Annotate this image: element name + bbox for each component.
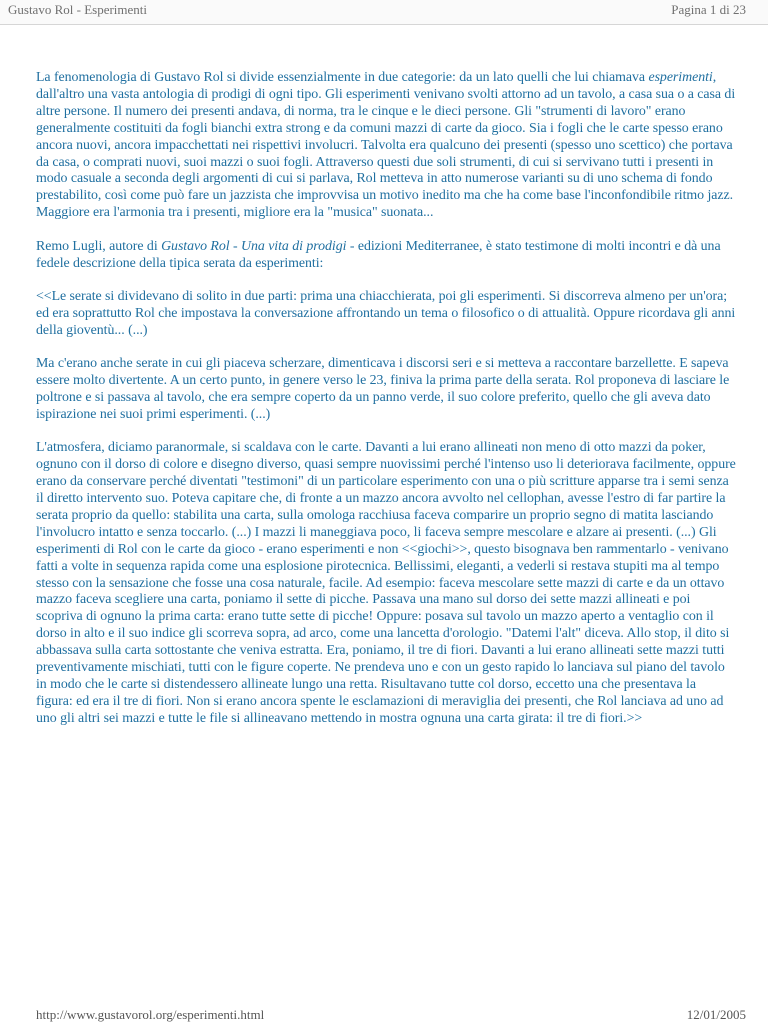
article-body <box>36 70 736 744</box>
paragraph-intro <box>36 70 736 222</box>
paragraph-quote-3: L'atmosfera, diciamo paranormale, si scaldava con le carte. Davanti a lui erano allineati non meno di otto mazzi da poker, ognuno con il dorso di colore e disegno diverso, quasi sempre nuovissimi perché l'intenso uso li deteriorava facilmente, oppure erano da conservare perché diventati "testimoni" di un particolare esperimento con una o più scritture apparse tra i semi senza il diretto intervento suo. Poteva capitare che, di fronte a un mazzo ancora avvolto nel cellophan, avesse l'estro di far partire la serata proprio da quello: stabilita una carta, sulla omologa racchiusa faceva comparire un proprio segno di matita lasciando l'involucro intatto e senza toccarlo. (...) I mazzi li maneggiava poco, li faceva sempre mescolare e alzare ai presenti. (...) Gli esperimenti di Rol con le carte da gioco - erano esperimenti e non <<giochi>>, questo bisognava ben rammentarlo - venivano fatti a volte in sequenza rapida come una esplosione pirotecnica. Bellissimi, eleganti, a vederli si restava stupiti ma al tempo stesso con la sensazione che fosse una cosa naturale, facile. Ad esempio: faceva mescolare sette mazzi di carte e da un ottavo mazzo faceva scegliere una carta, poniamo il sette di picche. Passava una mano sul dorso dei sette mazzi allineati e poi scopriva di ognuno la prima carta: erano tutte sette di picche! Oppure: posava sul tavolo un mazzo aperto a ventaglio con il dorso in alto e il suo indice gli scorreva sopra, ad arco, come una lancetta d'orologio. "Datemi l'alt" diceva. Allo stop, il dito si abbassava sulla carta sottostante che veniva estratta. Era, poniamo, il tre di fiori. Davanti a lui erano allineati sette mazzi tutti preventivamente mischiati, tutti con le figure coperte. Ne prendeva uno e con un gesto rapido lo lanciava sul piano del tavolo in modo che le carte si distendessero allineate lungo una retta. Risultavano tutte col dorso, eccetto una che presentava la figura: ed era il tre di fiori. Non si erano ancora spente le esclamazioni di meraviglia dei presenti, che Rol lanciava ad uno ad uno gli altri sei mazzi e tutte le file si allineavano mettendo in mostra ognuna una carta girata: il tre di fiori.>> <box>36 440 736 726</box>
page-indicator: Pagina 1 di 23 <box>671 2 746 17</box>
print-date: 12/01/2005 <box>686 1007 746 1022</box>
paragraph-intro-text-a: La fenomenologia di Gustavo Rol si divide essenzialmente in due categorie: da un lato quelli che lui chiamava <box>36 70 649 85</box>
source-url: http://www.gustavorol.org/esperimenti.html <box>36 1007 265 1022</box>
page-footer <box>0 1000 768 1024</box>
paragraph-lugli-text-b: - edizioni Mediterranee, è stato testimone di molti incontri e dà una fedele descrizione della tipica serata da esperimenti: <box>36 238 721 271</box>
paragraph-lugli-text-a: Remo Lugli, autore di <box>36 238 162 254</box>
emphasis-esperimenti: esperimenti <box>648 70 713 85</box>
page-header <box>0 0 768 25</box>
paragraph-intro-text-b: , dall'altro una vasta antologia di prodigi di ogni tipo. Gli esperimenti venivano svolti attorno ad un tavolo, a casa sua o a casa di altre persone. Il numero dei presenti andava, di norma, tra le cinque e le dieci persone. Gli "strumenti di lavoro" erano generalmente costituiti da fogli bianchi extra strong e da comuni mazzi di carte da gioco. Sia i fogli che le carte spesso erano ancora nuovi, ancora impacchettati nei rispettivi involucri. Talvolta era qualcuno dei presenti (spesso uno scettico) che portava da casa, o comprati nuovi, suoi mazzi o suoi fogli. Attraverso questi due soli strumenti, di cui si servivano tutti i presenti in modo casuale a seconda degli argomenti di cui si parlava, Rol metteva in atto numerose varianti su di uno schema di fondo prestabilito, così come può fare un jazzista che improvvisa un motivo inedito ma che ha come base l'inconfondibile ritmo jazz. Maggiore era l'armonia tra i presenti, migliore era la "musica" suonata... <box>36 70 736 221</box>
paragraph-lugli <box>36 239 736 273</box>
paragraph-quote-2: Ma c'erano anche serate in cui gli piaceva scherzare, dimenticava i discorsi seri e si metteva a raccontare barzellette. E sapeva essere molto divertente. A un certo punto, in genere verso le 23, finiva la prima parte della serata. Rol proponeva di lasciare le poltrone e si passava al tavolo, che era sempre coperto da un panno verde, il suo colore preferito, quello che gli aveva dato ispirazione nei suoi primi esperimenti. (...) <box>36 356 730 422</box>
paragraph-quote-1: <<Le serate si dividevano di solito in due parti: prima una chiacchierata, poi gli esperimenti. Si discorreva almeno per un'ora; ed era soprattutto Rol che impostava la conversazione affrontando un tema o filosofico o di attualità. Oppure ricordava gli anni della gioventù... (...) <box>36 288 736 338</box>
book-title: Gustavo Rol - Una vita di prodigi <box>161 238 347 254</box>
document-title: Gustavo Rol - Esperimenti <box>8 2 148 17</box>
